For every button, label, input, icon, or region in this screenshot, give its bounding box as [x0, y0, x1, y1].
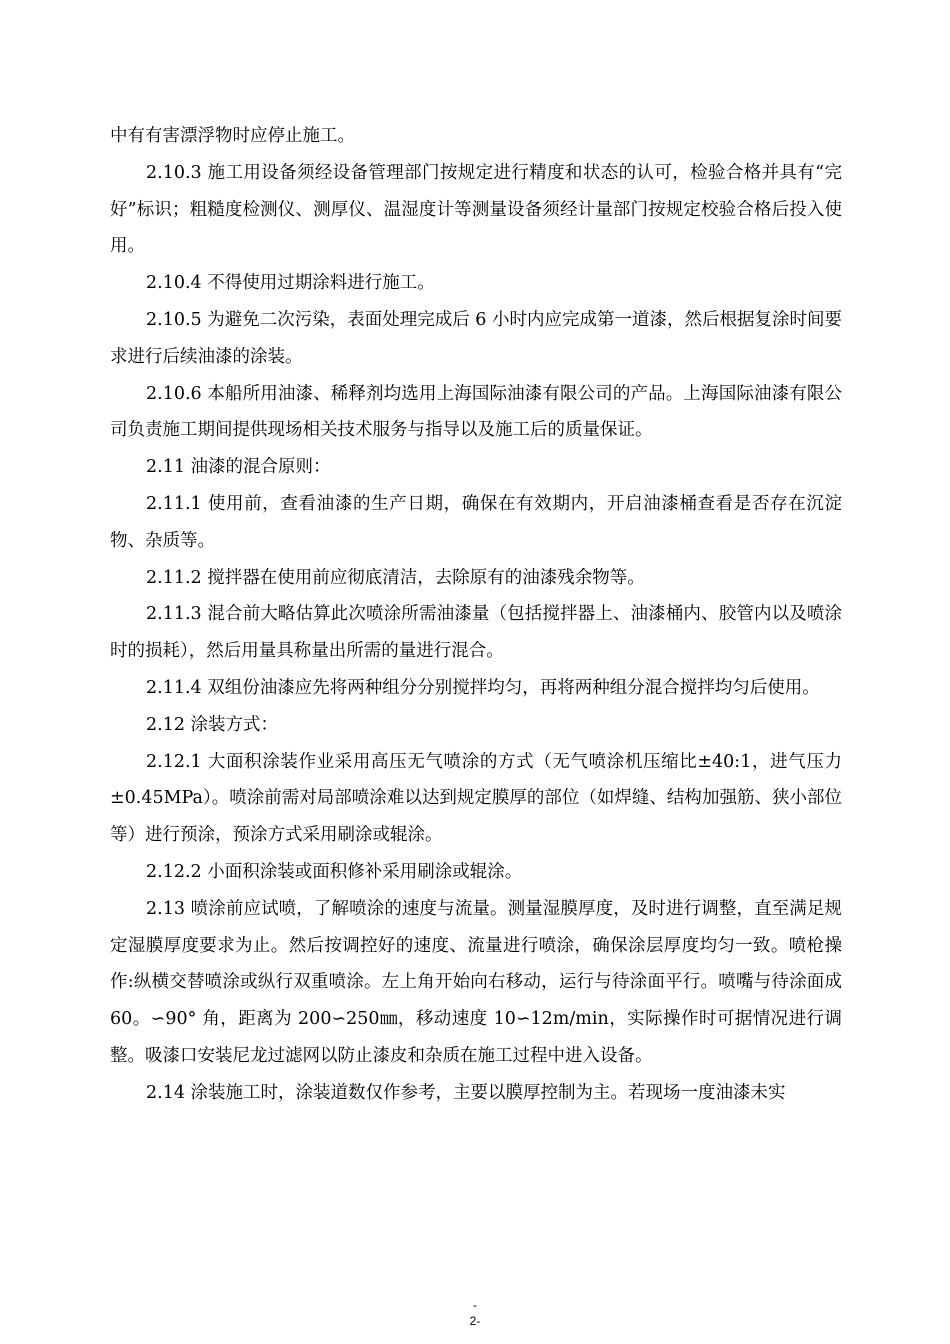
section-heading-2-12: 2.12 涂装方式： — [146, 714, 279, 735]
paragraph-2-11-3: 2.11.3 混合前大略估算此次喷涂所需油漆量（包括搅拌器上、油漆桶内、胶管内以及喷涂时的损耗），然后用量具称量出所需的量进行混合。 — [110, 604, 842, 662]
paragraph-2-11-4: 2.11.4 双组份油漆应先将两种组分分别搅拌均匀，再将两种组分混合搅拌均匀后使用。 — [146, 677, 820, 698]
paragraph-2-11-1: 2.11.1 使用前，查看油漆的生产日期，确保在有效期内，开启油漆桶查看是否存在沉淀物、杂质等。 — [110, 493, 842, 551]
paragraph-2-13: 2.13 喷涂前应试喷，了解喷涂的速度与流量。测量湿膜厚度，及时进行调整，直至满足规定湿膜厚度要求为止。然后按调控好的速度、流量进行喷涂，确保涂层厚度均匀一致。喷枪操作:纵横交替喷涂或纵行双重喷涂。左上角开始向右移动，运行与待涂面平行。喷嘴与待涂面成 60。∽90° 角，距离为 200∽250㎜，移动速度 10∽12m/min，实际操作时可据情况进行调整。吸漆口安装尼龙过滤网以防止漆皮和杂质在施工过程中进入设备。 — [110, 898, 842, 1066]
paragraph-2-12-1: 2.12.1 大面积涂装作业采用高压无气喷涂的方式（无气喷涂机压缩比±40:1，进气压力±0.45MPa）。喷涂前需对局部喷涂难以达到规定膜厚的部位（如焊缝、结构加强筋、狭小部位等）进行预涂，预涂方式采用刷涂或辊涂。 — [110, 751, 842, 846]
paragraph-2-11-2: 2.11.2 搅拌器在使用前应彻底清洁，去除原有的油漆残余物等。 — [146, 567, 645, 588]
paragraph-2-10-3: 2.10.3 施工用设备须经设备管理部门按规定进行精度和状态的认可，检验合格并具有“完好”标识；粗糙度检测仪、测厚仪、温湿度计等测量设备须经计量部门按规定校验合格后投入使用。 — [110, 162, 842, 257]
paragraph-2-10-4: 2.10.4 不得使用过期涂料进行施工。 — [146, 273, 435, 294]
paragraph-2-14: 2.14 涂装施工时，涂装道数仅作参考，主要以膜厚控制为主。若现场一度油漆未实 — [146, 1082, 786, 1103]
document-body — [110, 118, 842, 1112]
paragraph-2-10-6: 2.10.6 本船所用油漆、稀释剂均选用上海国际油漆有限公司的产品。上海国际油漆有限公司负责施工期间提供现场相关技术服务与指导以及施工后的质量保证。 — [110, 383, 842, 441]
paragraph-continuation: 中有有害漂浮物时应停止施工。 — [110, 126, 355, 146]
paragraph-2-10-5: 2.10.5 为避免二次污染，表面处理完成后 6 小时内应完成第一道漆，然后根据复涂时间要求进行后续油漆的涂装。 — [110, 309, 842, 367]
paragraph-2-12-2: 2.12.2 小面积涂装或面积修补采用刷涂或辊涂。 — [146, 861, 523, 882]
footer-dash: - — [473, 1298, 477, 1312]
section-heading-2-11: 2.11 油漆的混合原则： — [146, 457, 331, 478]
page-number: 2- — [469, 1314, 481, 1328]
